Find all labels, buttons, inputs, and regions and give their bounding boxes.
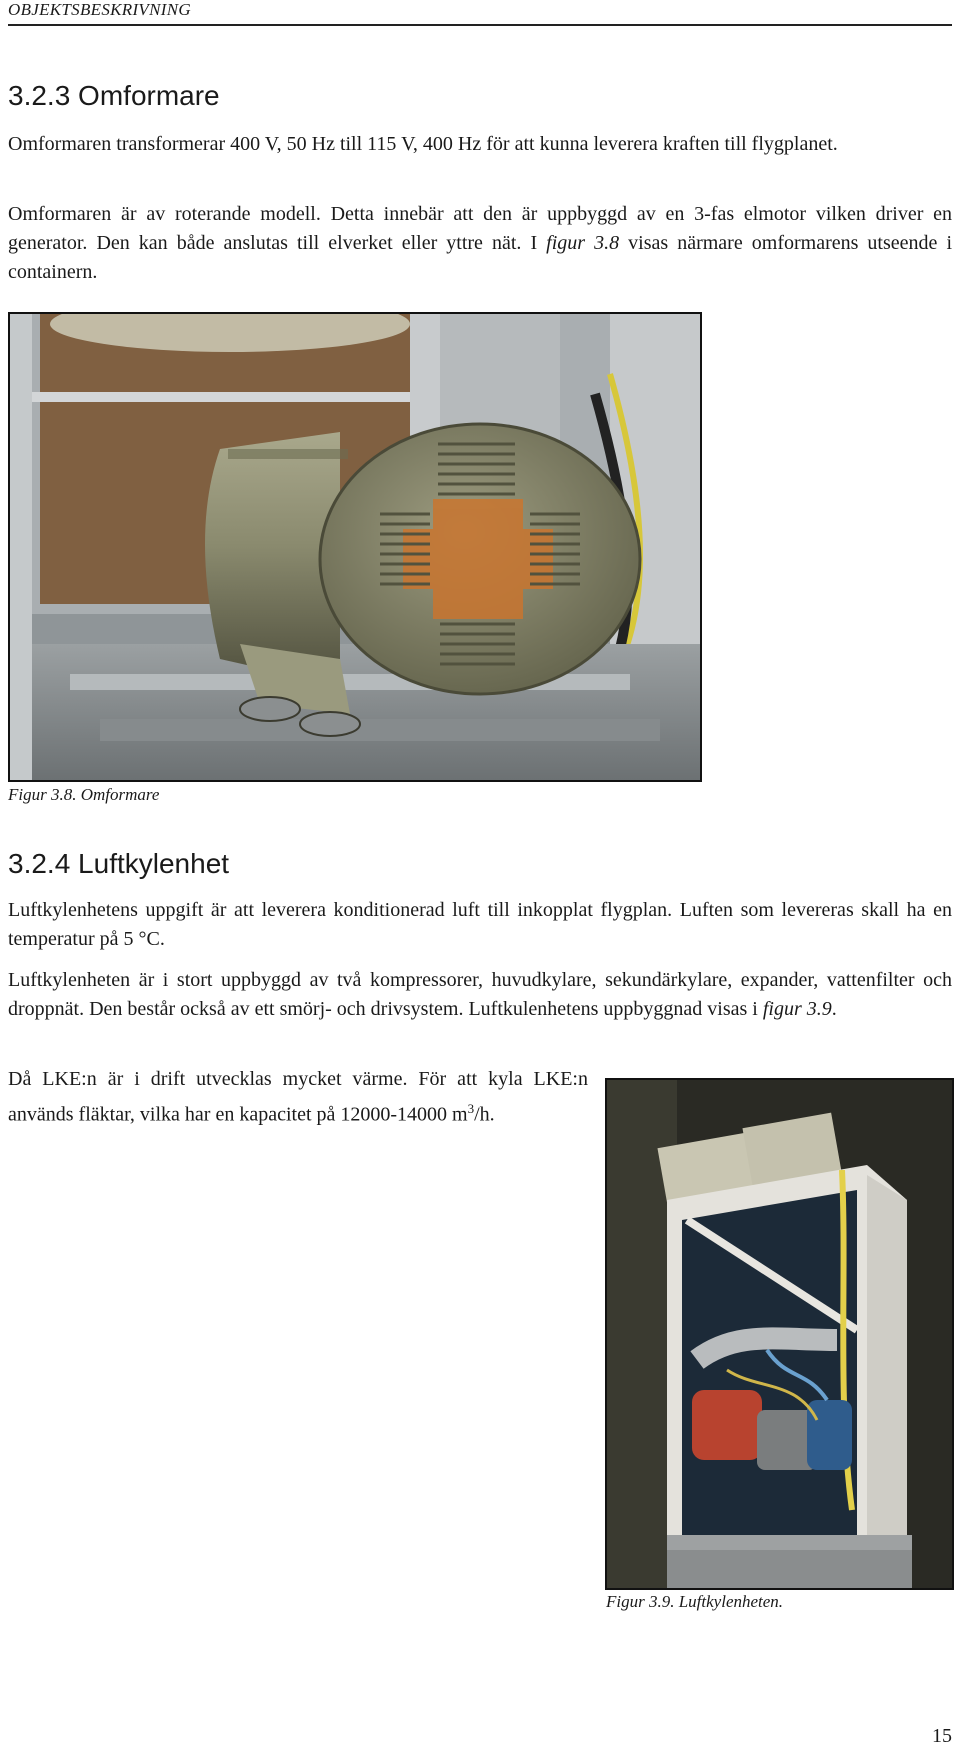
section-heading-luftkylenhet: 3.2.4 Luftkylenhet	[8, 848, 230, 879]
luftkylenhet-illustration	[607, 1080, 952, 1588]
figure-caption-omformare: Figur 3.8. Omformare	[8, 785, 160, 804]
paragraph-luftkylenhet-cooling: Då LKE:n är i drift utvecklas mycket värme. För att kyla LKE:n används fläktar, vilka har en kapacitet på 12000-14000 $m^3/h$.	[8, 1068, 588, 1126]
header-title: OBJEKTSBESKRIVNING	[8, 0, 191, 19]
running-header	[8, 0, 952, 26]
page-number: 15	[932, 1725, 952, 1747]
section-heading-omformare: 3.2.3 Omformare	[8, 80, 220, 111]
figure-omformare-photo	[8, 312, 702, 782]
paragraph-omformare-intro: Omformaren transformerar 400 V, 50 Hz till 115 V, 400 Hz för att kunna leverera kraften till flygplanet.	[8, 133, 838, 155]
figure-luftkylenhet-photo	[605, 1078, 954, 1590]
omformare-illustration	[10, 314, 700, 780]
paragraph-omformare-model: Omformaren är av roterande modell. Detta innebär att den är uppbyggd av en 3-fas elmotor vilken driver en generator. Den kan både anslutas till elverket eller yttre nät. I figur 3.8 visas närmare omformarens utseende i containern.	[8, 203, 953, 283]
figure-reference: figur 3.8	[546, 232, 620, 254]
paragraph-luftkylenhet-purpose: Luftkylenhetens uppgift är att leverera konditionerad luft till inkopplat flygplan. Luften som levereras skall ha en temperatur på 5 °C.	[8, 899, 952, 950]
figure-caption-luftkylenhet: Figur 3.9. Luftkylenheten.	[606, 1592, 784, 1611]
figure-reference: figur 3.9	[762, 998, 832, 1020]
paragraph-luftkylenhet-components: Luftkylenheten är i stort uppbyggd av två kompressorer, huvudkylare, sekundärkylare, expander, vattenfilter och droppnät. Den består också av ett smörj- och drivsystem. Luftkulenhetens uppbyggnad visas i figur 3.9.	[8, 969, 952, 1020]
